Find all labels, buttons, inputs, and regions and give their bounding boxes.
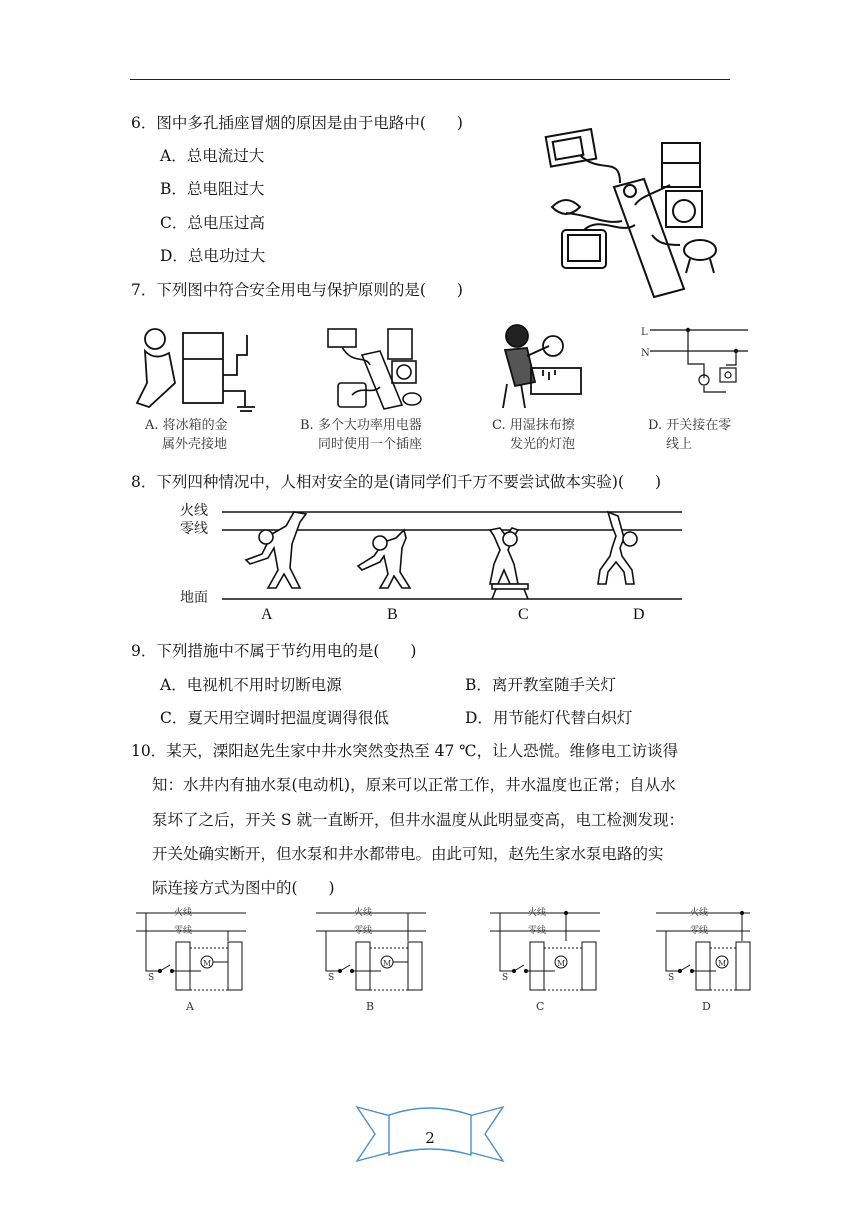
q10-circuit-c-motor-label: M xyxy=(557,959,566,968)
q10-circuit-a-switch-label: S xyxy=(148,973,155,983)
q9-option-a: A．电视机不用时切断电源 xyxy=(160,676,342,694)
q6-option-d: D．总电功过大 xyxy=(160,247,266,265)
q10-label-b: B xyxy=(366,1000,375,1013)
q10-circuit-a xyxy=(130,908,250,1013)
q6-option-a: A．总电流过大 xyxy=(160,147,265,165)
q10-line-1: 10．某天，溧阳赵先生家中井水突然变热至 47 ℃，让人恐慌。维修电工访谈得 xyxy=(131,742,679,760)
q7-neutral-wire-label: N xyxy=(641,348,650,359)
q10-line-2: 知：水井内有抽水泵(电动机)，原来可以正常工作，井水温度也正常；自从水 xyxy=(152,776,676,794)
q7-caption-b-line1: B. 多个大功率用电器 xyxy=(300,418,422,433)
q6-overloaded-socket-illustration xyxy=(540,125,730,285)
q10-circuit-d-neutral-label: 零线 xyxy=(690,926,709,936)
q7-caption-c-line1: C. 用湿抹布擦 xyxy=(492,418,575,433)
q10-circuit-a-live-label: 火线 xyxy=(174,908,193,918)
q10-circuit-d xyxy=(650,908,770,1013)
q10-circuit-d-switch-label: S xyxy=(668,973,675,983)
q7-caption-d-line2: 线上 xyxy=(666,437,693,452)
q8-label-c: C xyxy=(518,606,529,623)
q7-switch-on-neutral-figure xyxy=(636,322,752,398)
q8-label-a: A xyxy=(261,606,273,623)
q7-caption-c-line2: 发光的灯泡 xyxy=(510,437,576,452)
q7-wet-cloth-bulb-figure xyxy=(495,320,585,412)
q10-circuit-c-live-label: 火线 xyxy=(528,908,547,918)
q10-circuit-a-neutral-label: 零线 xyxy=(174,926,193,936)
q8-neutral-wire-label: 零线 xyxy=(180,521,208,537)
q8-live-wire-label: 火线 xyxy=(180,503,208,519)
q7-caption-d-line1: D. 开关接在零 xyxy=(648,418,732,433)
q9-option-d: D．用节能灯代替白炽灯 xyxy=(465,709,633,727)
q10-circuit-b xyxy=(310,908,430,1013)
q7-multi-appliance-socket-figure xyxy=(322,325,432,413)
q8-stem: 8．下列四种情况中，人相对安全的是(请同学们千万不要尝试做本实验)( ) xyxy=(131,473,662,491)
q8-label-b: B xyxy=(387,606,398,623)
header-rule xyxy=(130,79,730,80)
q8-ground-label: 地面 xyxy=(180,590,208,606)
q10-circuit-d-motor-label: M xyxy=(718,959,727,968)
q6-option-c: C．总电压过高 xyxy=(160,214,265,232)
q8-people-and-wires-figure xyxy=(222,505,682,605)
q9-option-b: B．离开教室随手关灯 xyxy=(465,676,616,694)
q10-circuit-b-neutral-label: 零线 xyxy=(354,926,373,936)
q10-line-4: 开关处确实断开，但水泵和井水都带电。由此可知，赵先生家水泵电路的实 xyxy=(152,845,664,863)
q10-label-a: A xyxy=(186,1000,194,1013)
q10-label-d: D xyxy=(702,1000,711,1013)
q7-caption-a-line1: A. 将冰箱的金 xyxy=(145,418,228,433)
page-number: 2 xyxy=(425,1129,435,1147)
q10-circuit-d-live-label: 火线 xyxy=(690,908,709,918)
q6-option-b: B．总电阻过大 xyxy=(160,180,265,198)
q7-fridge-grounding-figure xyxy=(133,325,263,413)
q10-circuit-b-switch-label: S xyxy=(328,973,335,983)
q10-circuit-b-motor-label: M xyxy=(383,959,392,968)
q10-line-5: 际连接方式为图中的( ) xyxy=(152,879,335,897)
q10-circuit-c xyxy=(484,908,604,1013)
q10-circuit-b-live-label: 火线 xyxy=(354,908,373,918)
q7-live-wire-label: L xyxy=(641,327,648,338)
q7-caption-b-line2: 同时使用一个插座 xyxy=(318,437,423,452)
q7-caption-a-line2: 属外壳接地 xyxy=(162,437,228,452)
q6-stem: 6．图中多孔插座冒烟的原因是由于电路中( ) xyxy=(131,114,463,132)
q9-option-c: C．夏天用空调时把温度调得很低 xyxy=(160,709,389,727)
q10-line-3: 泵坏了之后，开关 S 就一直断开，但井水温度从此明显变高，电工检测发现： xyxy=(152,811,684,829)
q7-stem: 7．下列图中符合安全用电与保护原则的是( ) xyxy=(131,281,463,299)
q9-stem: 9．下列措施中不属于节约用电的是( ) xyxy=(131,642,417,660)
q10-label-c: C xyxy=(536,1000,545,1013)
q10-circuit-c-neutral-label: 零线 xyxy=(528,926,547,936)
q8-label-d: D xyxy=(633,606,645,623)
q10-circuit-a-motor-label: M xyxy=(203,959,212,968)
q10-circuit-c-switch-label: S xyxy=(502,973,509,983)
